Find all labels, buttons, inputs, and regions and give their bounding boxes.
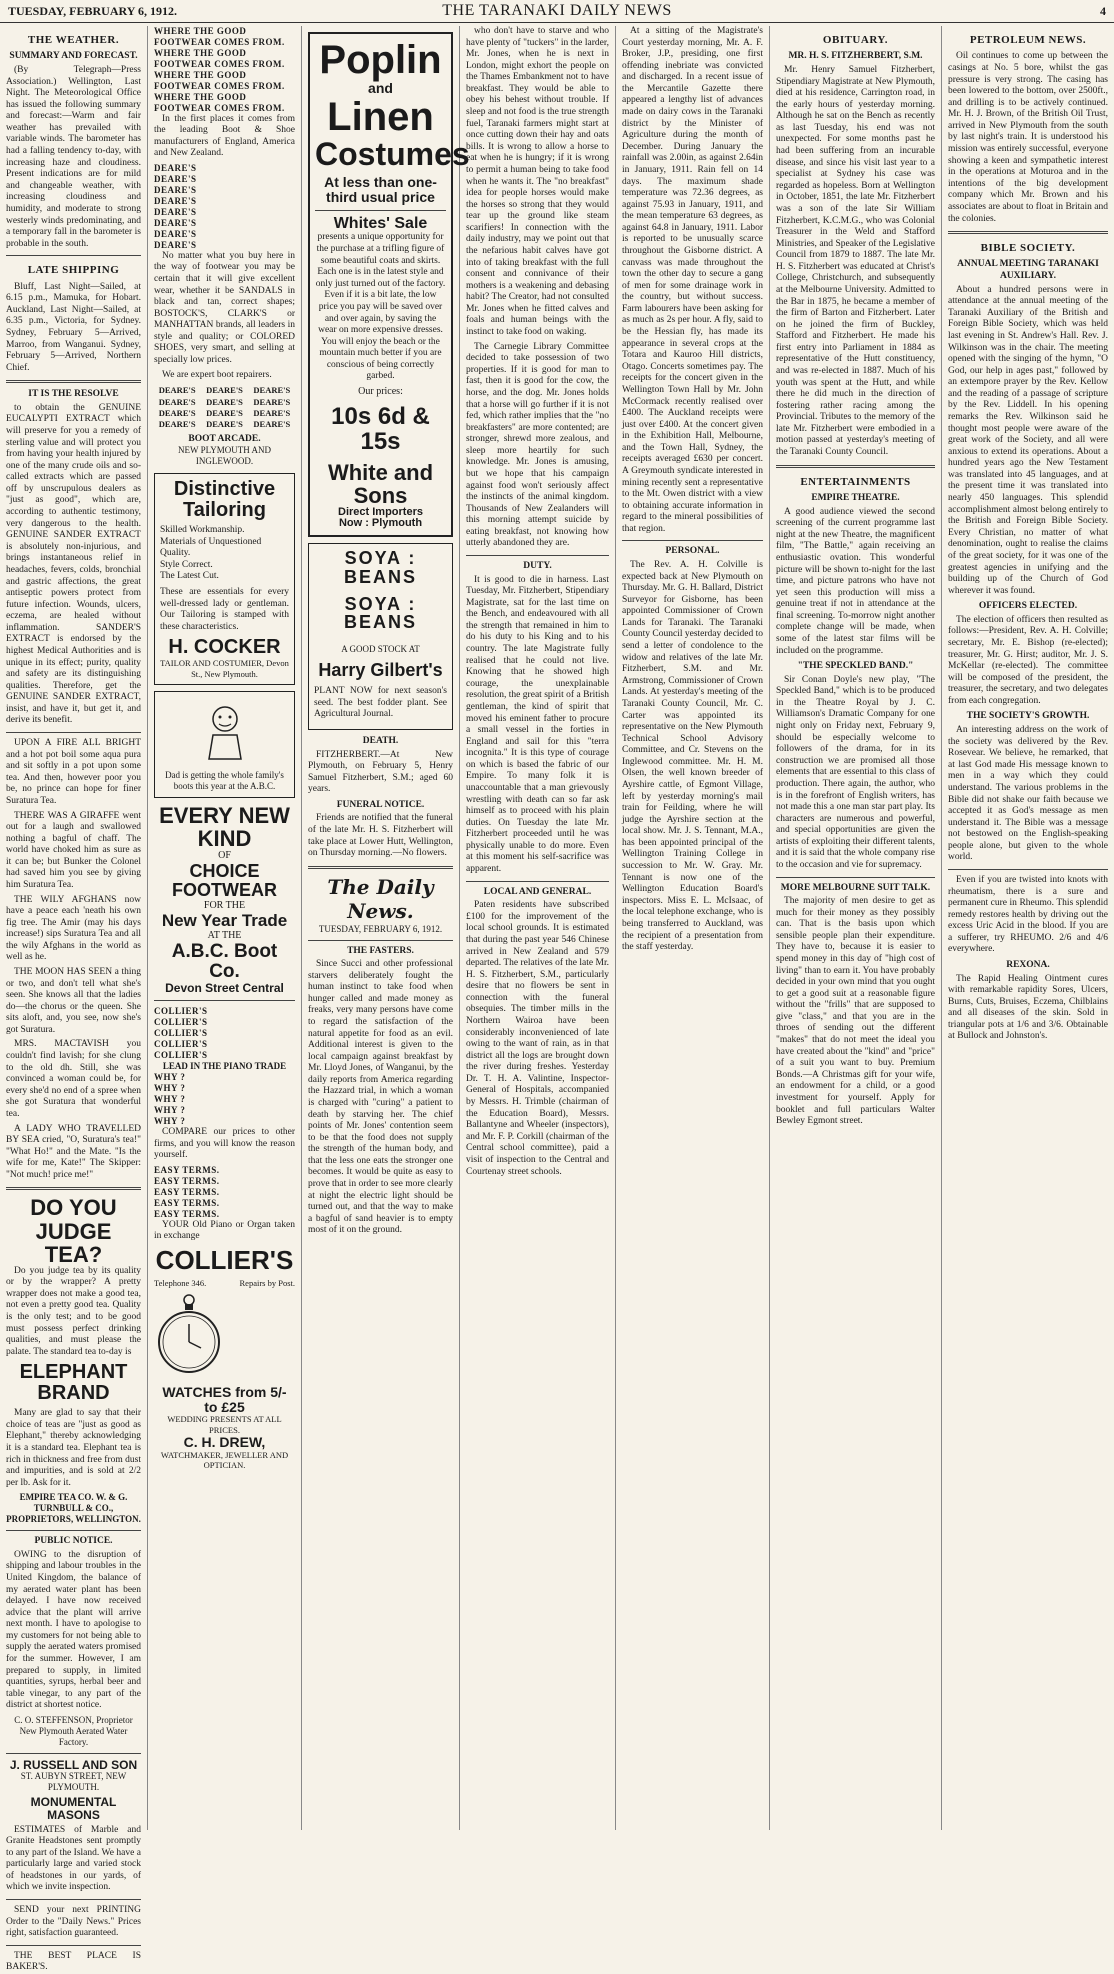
rep-footwear-line: WHERE THE GOOD FOOTWEAR COMES FROM. [154,91,285,113]
page-number: 4 [1100,3,1106,18]
elephant-company: EMPIRE TEA CO. W. & G. TURNBULL & CO., PROPRIETORS, WELLINGTON. [6,1492,141,1525]
issue-date: TUESDAY, FEBRUARY 6, 1912. [8,3,177,18]
rep-easy-line: EASY TERMS. [154,1208,220,1219]
growth-heading: THE SOCIETY'S GROWTH. [966,711,1090,722]
grid-deares-line: DEARE'S [206,396,243,407]
grid-deares-line: DEARE'S [158,385,196,396]
death-body: FITZHERBERT.—At New Plymouth, on February 5, Henry Samuel Fitzherbert, S.M.; aged 60 years. [308,749,453,795]
tea-ad-body: Do you judge tea by its quality or by the wrapper? A pretty wrapper does not make a good tea, not even a pretty good tea. Quality is the only test; and to be good must possess perfect drinking qualities, and must please the palate. The standard tea to-day is [6,1265,141,1357]
cocker-sub: TAILOR AND COSTUMIER, Devon St., New Plymouth. [160,658,289,679]
entertainments-heading: ENTERTAINMENTS [800,475,911,488]
bible-subheading: ANNUAL MEETING TARANAKI AUXILIARY. [957,259,1099,282]
divider [466,555,609,556]
elephant-body: Many are glad to say that their choice of teas are "just as good as Elephant," thereby acknowledging it is a standard tea. Elephant tea is rich in thickness and free from dust and impurities, and is sold at 2/2 per lb. Ask for it. [6,1408,141,1488]
white-sons: White and Sons [327,459,434,508]
fasters-continued: who don't have to starve and who have plenty of "tuckers" in the larder, Mr. Jones, when he is next in London, might exhort the people on the Thames Embankment not to have breakfast. They would be able to obey his behest without trouble. If sleep and not food is the true strength fuel, Taranaki farmers might start at once cutting down their hay and oats bills. It is wrong to allow a horse to eat when he is hungry; if it is wrong to permit a human being to take food when he wants it. The "no breakfast" idea for people horses would make the horses so strong that they would tear up the ground like steam scarifiers! In connection with the daily industry, may we point out that the nefarious habit calves have got into of taking breakfast with the full consent and connivance of their mothers is a weakening and debasing habit? The Creator, had not consulted Mr. Jones when he fitted calves and foals and human beings with the instinct to take food on waking. [466,26,609,338]
tailoring-item: Skilled Workmanship. [160,525,245,536]
shipping-body: Bluff, Last Night—Sailed, at 6.15 p.m., Mamuka, for Hobart. Auckland, Last Night—Sailed, at 6.35 p.m., Victoria, for Sydney. Sydney, February 5—Arrived, Marroo, from Wanganui. Sydney, February 5—Arrived, Northern Chief. [6,281,141,373]
weather-heading: THE WEATHER. [27,34,120,46]
divider [776,465,935,468]
linen-word: Linen [327,94,434,139]
masons-heading: MONUMENTAL MASONS [30,1795,117,1822]
devon-street: Devon Street Central [165,980,284,995]
divider [6,732,141,733]
tea-verse: THE MOON HAS SEEN a thing or two, and don't tell what she's seen. She knows all that the ladies do—the chorus or the queen. She sits aloft, and, you see, now she's got Suratura. [6,967,141,1035]
column-2 [148,26,302,1830]
rep-why-line: WHY ? [154,1072,186,1083]
daily-news-title: The Daily News. [327,874,434,924]
wedding-line: WEDDING PRESENTS AT ALL PRICES. [167,1414,282,1435]
now-plymouth: Now : Plymouth [338,517,423,530]
suit-body: The majority of men desire to get as much for their money as they possibly can. That is the basis upon which sensible people plan their expenditure. They have to, because it is easier to spend money in this day of "high cost of living" than to earn it. You have probably decided in your own mind that you ought to get a good suit at a reasonable figure without the "frills" that are supposed to give "class," and that you are in the throes of sending out the different "makes" that do not meet the ideal you have created about the "kind" and "price" of a suit you want to buy. Premium Bonds.—A Christmas gift for your wife, an endowment for a child, or a good investment for yourself. Apply for booklet and full particulars Walter Bewley Egmont street. [776,896,935,1127]
column-1 [0,26,148,1973]
rep-why-line: WHY ? [154,1116,186,1127]
whites-sale: Whites' Sale [333,214,428,232]
divider [315,210,446,211]
gilbert-name: Harry Gilbert's [318,660,443,681]
notice-signature: C. O. STEFFENSON, Proprietor New Plymouth Aerated Water Factory. [14,1714,133,1747]
divider [466,881,609,882]
tailoring-heading: Distinctive Tailoring [173,478,276,522]
footwear-repeat [154,26,295,114]
tailoring-item: Style Correct. [160,559,213,570]
divider [776,877,935,878]
abc-image-ad [154,691,295,798]
fasters-body: Since Succi and other professional starvers deliberately fought the human instinct to take food when hunger called and made money as freaks, very many persons have come to regard the satisfaction of the natural appetite for food as an evil. Additional interest is given to the local campaign against breakfast by Mr. Lloyd Jones, of Wanganui, by the daily reports from America regarding the Hazzard trial, in which a woman is charged with "curing" a patient to death by starving her. The chief points of Mr. Jones' contention seem to be that the food does not supply the strength of the human body, and that the less one eats the stronger one becomes. It would be quite as easy to prove that in order to see more clearly at night the electric light should be turned out, and that the way to make a bagful of sand heavier is to empty most of it on the ground. [308,959,453,1236]
divider [6,1945,141,1946]
boot-arcade: BOOT ARCADE. [188,433,261,444]
obituary-body: Mr. Henry Samuel Fitzherbert, Stipendiary Magistrate at New Plymouth, died at his residence, Carrington road, in the early hours of yesterday morning. Although he sat on the Bench as recently as last Tuesday, his end was not unexpected. For some months past he had been suffering from an incurable disease, and since his visit last year to a specialist at Sydney his case was regarded as hopeless. Born at Wellington in October, 1851, the late Mr. Fitzherbert was a son of the late Sir William Fitzherbert, K.C.M.G., who was Colonial Treasurer in the Weld and Stafford Ministries, and Speaker of the Legislative Council from 1879 to 1887. The late Mr. H. S. Fitzherbert was educated at Christ's College, Christchurch, and subsequently at the Melbourne University. Admitted to the Bar in 1875, he became a member of the firm of Barton and Fitzherbert. Later on he joined the firm of Buckley, Stafford and Fitzherbert. He made his first entry into Parliament in 1884 as representative of the Hutt constituency, and was re-elected in 1887. Much of his youth was spent at the Hutt, and while there he did much in the direction of fostering rather racing among the Provincial. Tributes to the memory of the late Mr. Fitzherbert were embodied in a motion passed at yesterday's meeting of the Taranaki County Council. [776,64,935,458]
and-word: and [368,80,393,96]
prices-label: Our prices: [358,385,403,397]
good-stock: A GOOD STOCK AT [341,644,420,655]
tea-verse: THE WILY AFGHANS now have a peace each 'neath his own fig tree. The Amir (may his days increase!) sips Suratura Tea and all the wily Afghans in the world as well as he. [6,894,141,963]
new-year: New Year Trade [161,910,288,930]
direct-importers: Direct Importers [338,505,423,518]
notice-body: OWING to the disruption of shipping and labour troubles in the United Kingdom, the balance of my aerated water plant has been delayed. I have now received advice that the plant will arrive next month. I have to apologise to my customers for not being able to supply the aerated waters promised for the summer. However, I am prepared to supply, in limited quantities, syrups, herbal beer and table vinegar, to any part of the district at shortest notice. [6,1549,141,1711]
rep-footwear-line: WHERE THE GOOD FOOTWEAR COMES FROM. [154,26,285,47]
masons-body: ESTIMATES of Marble and Granite Headstones sent promptly to any part of the Island. We have a particularly large and varied stock of headstones in our yards, of which we invite inspection. [6,1824,141,1893]
divider [948,231,1108,234]
divider [6,1899,141,1900]
fasters-heading: THE FASTERS. [347,945,414,956]
local-heading: LOCAL AND GENERAL. [483,886,592,897]
column-5 [616,26,770,1830]
locations: NEW PLYMOUTH AND INGLEWOOD. [178,445,271,467]
empire-body: A good audience viewed the second screening of the current programme last night at the new Theatre, the magnificent film, "The Battle," again receiving an enthusiastic ovation. This wonderful picture will be shown to-night for the last time, and picture patrons who have not yet seen this production will miss a genuine treat if not in attendance at the final screening. To-morrow night another complete change will be made, when some of the latest star films will be included on the programme. [776,506,935,656]
empire-heading: EMPIRE THEATRE. [811,493,900,504]
compare-body: COMPARE our prices to other firms, and you will know the reason yourself. [154,1127,295,1161]
child-icon [195,701,255,761]
deares-grid [154,385,295,429]
rheumo-ad: Even if you are twisted into knots with rheumatism, there is a sure and permanent cure in Rheumo. This splendid remedy restores health by driving out the excess Uric Acid in the blood. If you are a sufferer, try RHEUMO. 2/6 and 4/6 everywhere. [948,874,1108,955]
tea-verse: UPON A FIRE ALL BRIGHT and a hot pot boil some aqua pura and sit softly in a pot upon some tea. And then, however poor you be, no prince can hope for finer Suratura Tea. [6,738,141,806]
easy-terms-repeat [154,1165,295,1220]
tea-ad-heading: DO YOU JUDGE TEA? [30,1195,117,1267]
watches-line: WATCHES from 5/- to £25 [162,1384,287,1415]
tea-verse: A LADY WHO TRAVELLED BY SEA cried, "O, Suratura's tea!" "What Ho!" and the Mate. "Is the wife for me, Kate!" The Skipper: "Not much! price me!" [6,1123,141,1180]
rep-deares-line: DEARE'S [154,185,197,195]
masthead [0,0,1114,23]
grid-deares-line: DEARE'S [206,419,243,430]
officers-body: The election of officers then resulted as follows:—President, Rev. A. H. Colville; secretary, Mr. E. Bishop (re-elected); treasurer, Mr. G. Hirst; auditor, Mr. J. S. McKellar (re-elected). The committee will be composed of the president, the treasurer, the secretary, and two delegates from each congregation. [948,614,1108,706]
grid-deares-line: DEARE'S [158,419,196,430]
divider [6,380,141,383]
at-the: AT THE [207,929,242,941]
printing-line: SEND your next PRINTING Order to the "Daily News." Prices right, satisfaction guaranteed. [6,1905,141,1939]
rep-easy-line: EASY TERMS. [154,1186,220,1197]
soya-ad [308,543,453,730]
funeral-body: Friends are notified that the funeral of the late Mr. H. S. Fitzherbert will take place at Lower Hutt, Wellington, on Thursday morning.—No flowers. [308,813,453,859]
funeral-heading: FUNERAL NOTICE. [336,799,425,810]
rep-deares-line: DEARE'S [154,195,197,206]
tailoring-item: The Latest Cut. [160,571,219,582]
rep-deares-line: DEARE'S [154,239,197,250]
personal-body: The Rev. A. H. Colville is expected back at New Plymouth on Thursday. Mr. G. H. Ballard, District Surveyor for Gisborne, has been appointed Commissioner of Crown Lands for Taranaki. The Taranaki County Council yesterday decided to send a letter of condolence to the widow and relatives of the late Mr. Fitzherbert, S.M. and Mr. Armstrong, Commissioner of Crown Lands. At yesterday's meeting of the Taranaki County Council, Mr. C. Carter was appointed its representative on the New Plymouth Technical School Advisory Committee, and Cr. Stevens on the Inglewood committee. Mr. H. M. Olsen, the well known breeder of Ayrshire cattle, of Egmont Village, left by yesterday morning's mail train for Feilding, where he will judge the Ayrshire section at the local show. Mr. J. S. Tennant, M.A., has been appointed principal of the Wellington Training College in succession to Mr. W. Gray. Mr. Tennant is now one of the Wellington Education Board's inspectors. Miss E. L. McIsaac, of the local telephone exchange, who is being transferred to Auckland, was the recipient of a presentation from the staff yesterday. [622,560,763,953]
repairs-by-post: Repairs by Post. [239,1278,295,1289]
telephone: Telephone 346. [154,1278,207,1289]
bible-body: About a hundred persons were in attendance at the annual meeting of the Taranaki Auxiliary of the British and Foreign Bible Society, which was held last evening in St. Andrew's Hall. Rev. J. Wilkinson was in the chair. The meeting opened with the singing of the hymn, "O God, our help in ages past," followed by an extempore prayer by the Rev. Kellow and the reading of a passage of scripture by the Rev. Liddell. In his opening remarks the Rev. Wilkinson said he thought most people were aware of the great work of the Society, and all were anxious to extend its operations. About a hundred years ago the New Testament was translated into 45 languages, and at the present time it was translated into nearly 450 languages. This splendid accomplishment almost belong entirely to the British and Foreign Bible Society. Every Christian, no matter of what denomination, ought to realise the claims of the great society, for it was one of the greatest agencies in unifying and the building up of the Church of God wherever it was found. [948,284,1108,596]
divider [6,1187,141,1190]
grid-deares-line: DEARE'S [158,407,196,418]
rep-why-line: WHY ? [154,1083,186,1094]
colliers-big: COLLIER'S [155,1244,294,1275]
personal-heading: PERSONAL. [665,546,720,557]
tailoring-item: Materials of Unquestioned Quality. [160,536,262,559]
rep-colliers-line: COLLIER'S [154,1028,208,1039]
divider [948,869,1108,870]
grid-deares-line: DEARE'S [253,396,291,407]
rep-why-line: WHY ? [154,1105,186,1116]
rep-deares-line: DEARE'S [154,174,197,185]
notice-heading: PUBLIC NOTICE. [34,1536,113,1547]
daily-news-date: TUESDAY, FEBRUARY 6, 1912. [318,923,443,934]
petroleum-body: Oil continues to come up between the casings at No. 5 bore, whilst the gas pressure is very strong. The casing has been lowered to the bottom, over 2500ft., and drilling is to be actively continued. Mr. H. J. Brown, of the British Oil Trust, arrived in New Plymouth from the south by last night's train. It is understood his mission was entirely successful, everyone showing a keen and sympathetic interest in the operations at Moturoa and in the intentions of the big development company which Mr. Brown and his associates are about to float in Britain and the colonies. [948,51,1108,224]
obituary-subheading: MR. H. S. FITZHERBERT, S.M. [788,51,923,62]
less-than: At less than one-third usual price [324,174,437,205]
abc-caption: Dad is getting the whole family's boots this year at the A.B.C. [165,769,284,791]
paper-title: THE TARANAKI DAILY NEWS [442,2,672,19]
divider [308,940,453,941]
rep-deares-line: DEARE'S [154,228,197,239]
soya-line: SOYA : BEANS [343,593,417,633]
rep-why-line: WHY ? [154,1094,186,1105]
divider [622,540,763,541]
whites-ad [308,32,470,537]
bible-heading: BIBLE SOCIETY. [980,242,1076,255]
piano-lead: LEAD IN THE PIANO TRADE [162,1061,287,1072]
divider [308,866,453,869]
colliers-repeat [154,1006,295,1061]
speckled-band-body: Sir Conan Doyle's new play, "The Speckled Band," which is to be produced in the Theatre Royal by J. C. Williamson's Dramatic Company for one night only on Friday next, February 9, should be especially welcome to followers of the drama, for in its construction we are promised all those elements that are essential to this class of production. There again, the author, who is in the forefront of English writers, has not made this a one man star part play. Its characters are numerous and powerful, and special opportunities are given the artists of exploiting their different talents, and it is said that the whole company rise to the occasion and vie for supremacy. [776,674,935,870]
poplin-word: Poplin [319,38,442,82]
rep-deares-line: DEARE'S [154,217,197,228]
cocker-name: H. COCKER [168,636,281,659]
tea-verse: THERE WAS A GIRAFFE went out for a laugh and swallowed nothing a bagful of chaff. The world have choked him as sure as it can be; but Bunker the Colonel had saved him you see by giving him Suratura Tea. [6,810,141,890]
tailoring-ad [154,473,295,685]
bakers-line: THE BEST PLACE IS BAKER'S. [6,1950,141,1973]
divider [154,1000,295,1001]
tea-verse: MRS. MACTAVISH you couldn't find lavish; for she clung to the old dh. Still, she was convinced a woman could be, for every she'd no end of a spree when she got Suratura that wonderful tea. [6,1039,141,1119]
duty-heading: DUTY. [523,561,552,572]
abc-boot: A.B.C. Boot Co. [171,940,278,982]
drew-sub: WATCHMAKER, JEWELLER AND OPTICIAN. [160,1449,289,1471]
local-continued: At a sitting of the Magistrate's Court yesterday morning, Mr. A. F. Broker, J.P., presiding, one first offending inebriate was convicted and discharged. In a recent issue of the Mercantile Gazette there appeared a lengthy list of advances made on dairy cows in the Taranaki district by the Minister of Agriculture during the month of December. During January the rainfall was 2.00in, as against 2.64in in January, 1911. Rain fell on 14 days. The maximum shade temperature was 72.36 degrees, as against 75.93 in January, 1911, and the mean temperature 63 degrees, as against 64.8 in January, 1911. Labor is reported to be unusually scarce throughout the Gisborne district. A canvass was made throughout the town the other day to secure a gang of men for some drainage work in the country, but without success. Farm labourers have been asking for as much as 2s per hour. A fly, said to be the Hessian fly, has made its appearance in several crops at the Totara and Kauroo Hill districts, Otago. Concerts sometimes pay. The receipts for the concert given in the Wellington Town Hall by Mr. John McCormack recently realised over £400. The Auckland receipts were just over £400. At the concert given in the Exhibition Hall, Melbourne, and the Town Hall, Sydney, the receipts averaged £630 per concert. A Greymouth syndicate interested in mining recently sent a representative to the Mt. Owen district with a view to obtaining accurate information in regard to the mineral possibilities of that region. [622,26,763,534]
costumes-word: Costumes [315,135,470,172]
suit-heading: MORE MELBOURNE SUIT TALK. [780,882,931,893]
grid-deares-line: DEARE'S [206,385,243,396]
why-repeat [154,1072,295,1127]
grid-deares-line: DEARE'S [253,419,291,430]
shipping-heading: LATE SHIPPING [27,264,120,277]
russell-heading: J. RUSSELL AND SON [9,1757,138,1772]
grid-deares-line: DEARE'S [253,407,291,418]
officers-heading: OFFICERS ELECTED. [978,601,1078,612]
growth-body: An interesting address on the work of the society was delivered by the Rev. Rosevear. We believe, he remarked, that at last God made His message known to men in a way which they could understand. The various problems in the Bible did not shake our faith because we accepted it as God's message as men understand it. The Bible was a message not bestowed on the English-speaking people alone, but given to the whole world. [948,725,1108,863]
soya-line: SOYA : BEANS [343,547,417,587]
column-6 [770,26,942,1830]
elephant-heading: ELEPHANT BRAND [19,1361,128,1405]
grid-deares-line: DEARE'S [253,385,291,396]
eucalypti-heading: IT IS THE RESOLVE [28,389,119,400]
weather-body: (By Telegraph—Press Association.) Wellington, Last Night. The Meteorological Office has issued the following summary and forecast:—Warm and fair weather has prevailed with variable winds. The barometer has had a falling tendency to-day, with increasing haze and cloudiness. Present indications are for mild and changeable weather, with increasing cloudiness and humidity, and moderate to strong westerly winds predominating, and a temporary fall in the barometer is probable in the south. [6,64,141,249]
rep-easy-line: EASY TERMS. [154,1164,220,1175]
of-word: OF [218,849,231,861]
for-the: FOR THE [203,899,246,911]
duty-body: It is good to die in harness. Last Tuesday, Mr. Fitzherbert, Stipendiary Magistrate, sat for the last time on the Bench, and endeavoured with all the strength that remained in him to do his duty to his King and to his country. The late Magistrate fully realised that he could not live. Knowing that he showed high courage, the unexplainable resolution, the great spirit of a British gentleman, the kind of spirit that moved his eminent father to procure a small vessel in the forties in England and sail for this "terra incognita." It is this type of courage on which is based the fabric of our Empire. To many folk it is unaccountable that a man grievously wrestling with death can so far ask himself as to proceed with his plain duties. On Tuesday the late Mr. Fitzherbert proceeded until he was physically unable to do more. Even at this moment his self-sacrifice was apparent. [466,574,609,875]
rep-deares-line: DEARE'S [154,206,197,217]
drew-name: C. H. DREW, [183,1434,266,1451]
divider [6,1530,141,1531]
divider [6,255,141,256]
rexona-body: The Rapid Healing Ointment cures with remarkable rapidity Sores, Ulcers, Burns, Cuts, Bruises, Eczema, Chilblains and all diseases of the skin. Sold in triangular pots at 1/6 and 3/6. Obtainable at Bullock and Johnston's. [948,973,1108,1042]
weather-subheading: SUMMARY AND FORECAST. [9,51,138,62]
obituary-heading: OBITUARY. [822,34,889,46]
rep-colliers-line: COLLIER'S [154,1017,208,1028]
column-3 [302,26,470,1830]
death-heading: DEATH. [362,735,399,746]
every-new: EVERY NEW KIND [159,802,290,851]
pocket-watch-icon [154,1292,224,1376]
rep-colliers-line: COLLIER'S [154,1006,208,1017]
plant-now: PLANT NOW for next season's seed. The best fodder plant. See Agricultural Journal. [314,686,447,720]
column-7 [942,26,1114,1830]
first-place: In the first places it comes from the leading Boot & Shoe manufacturers of England, America and New Zealand. [154,113,295,159]
tailoring-body: These are essentials for every well-dressed lady or gentleman. Our Tailoring is stamped with these characteristics. [160,587,289,632]
column-4 [460,26,616,1830]
eucalypti-body: to obtain the GENUINE EUCALYPTI EXTRACT which will preserve for you a remedy of sterling value and will protect you from having your health injured by one of the many crude oils and so-called extracts which are passed off by unscrupulous dealers as "just as good", which are, according to authentic testimony, very dangerous to the health. GENUINE SANDER EXTRACT is absolutely non-injurious, and brings instantaneous relief in headaches, fevers, colds, bronchial and gastric affections, the great antiseptic powers protect from future infection. Wounds, ulcers, eczema, are healed without inflammation. SANDER'S EXTRACT is endorsed by the highest Medical Authorities and is unique in its effect; purity, quality and safety are its distinguishing qualities. Therefore, get the GENUINE SANDER EXTRACT, insist, and have it, but get it, and derive its benefit. [6,402,141,726]
organ-line: YOUR Old Piano or Organ taken in exchange [154,1219,295,1242]
speckled-band-heading: "THE SPECKLED BAND." [797,661,914,672]
rep-deares-line: DEARE'S [154,163,197,174]
rep-colliers-line: COLLIER'S [154,1039,208,1050]
rep-easy-line: EASY TERMS. [154,1197,220,1208]
rep-easy-line: EASY TERMS. [154,1175,220,1186]
price-figure: 10s 6d & 15s [331,403,430,456]
whites-body: presents a unique opportunity for the purchase at a trifling figure of some beautiful coats and skirts. Each one is in the latest style and only just turned out of the factory. Even if it is a bit late, the low price you pay will be saved over and over again, by saving the wear on more expensive dresses. You will enjoy the beach or the mountain much better if you are conscious of being correctly garbed. [315,232,446,382]
rep-colliers-line: COLLIER'S [154,1050,208,1061]
russell-address: ST. AUBYN STREET, NEW PLYMOUTH. [20,1771,127,1793]
grid-deares-line: DEARE'S [158,396,196,407]
rep-footwear-line: WHERE THE GOOD FOOTWEAR COMES FROM. [154,69,285,91]
divider [6,1753,141,1754]
local-body: Paten residents have subscribed £100 for the improvement of the local school grounds. It is estimated that during the past year 546 Chinese arrived in New Zealand and 579 departed. The relatives of the late Mr. H. S. Fitzherbert, S.M., particularly desire that no flowers be sent in connection with the funeral obsequies. The timber mills in the Northern Wairoa have been considerably inconvenienced of late owing to the want of rain, as in that district all the logs are brought down the river during freshes. Yesterday Dr. T. H. A. Valintine, Inspector-General of Hospitals, accompanied by Messrs. H. Trimble (chairman of the Education Board), Messrs. Ballantyne and Wheeler (inspectors), and Mr. F. P. Corkill (chairman of the Central school committee), paid a visit of inspection to the Central and Courtenay street schools. [466,900,609,1177]
rep-footwear-line: WHERE THE GOOD FOOTWEAR COMES FROM. [154,47,285,69]
footwear-body: No matter what you buy here in the way of footwear you may be certain that it will give excellent wear, whether it be SANDALS in black and tan, correct shapes; BOSTOCK'S, CLARK'S or MANHATTAN brands, all leaders in style and quality; or COLORED SHOES, very smart, and selling at specially low prices. [154,250,295,366]
choice-footwear: CHOICE FOOTWEAR [172,860,277,900]
fasters-continued: The Carnegie Library Committee decided to take possession of two properties. If it is good for man to fast, then it is good for the cow, the horse, and the dog. Mr. Jones holds that a horse will go further if it is not fed, which rather implies that the "no breakfasters" are more contented; are stronger, shrewd more zealous, and sleep more heartily for such knowledge. Mr. Jones is amusing, but we hope that his campaign against food won't seriously affect the instincts of the animal kingdom. Thousands of New Zealanders will this morning attempt suicide by eating breakfast, not knowing how utterly abandoned they are. [466,341,609,549]
petroleum-heading: PETROLEUM NEWS. [969,34,1087,46]
repairers-line: We are expert boot repairers. [162,369,272,380]
rexona-heading: REXONA. [1006,960,1050,971]
deares-repeat [154,163,295,251]
grid-deares-line: DEARE'S [206,407,243,418]
